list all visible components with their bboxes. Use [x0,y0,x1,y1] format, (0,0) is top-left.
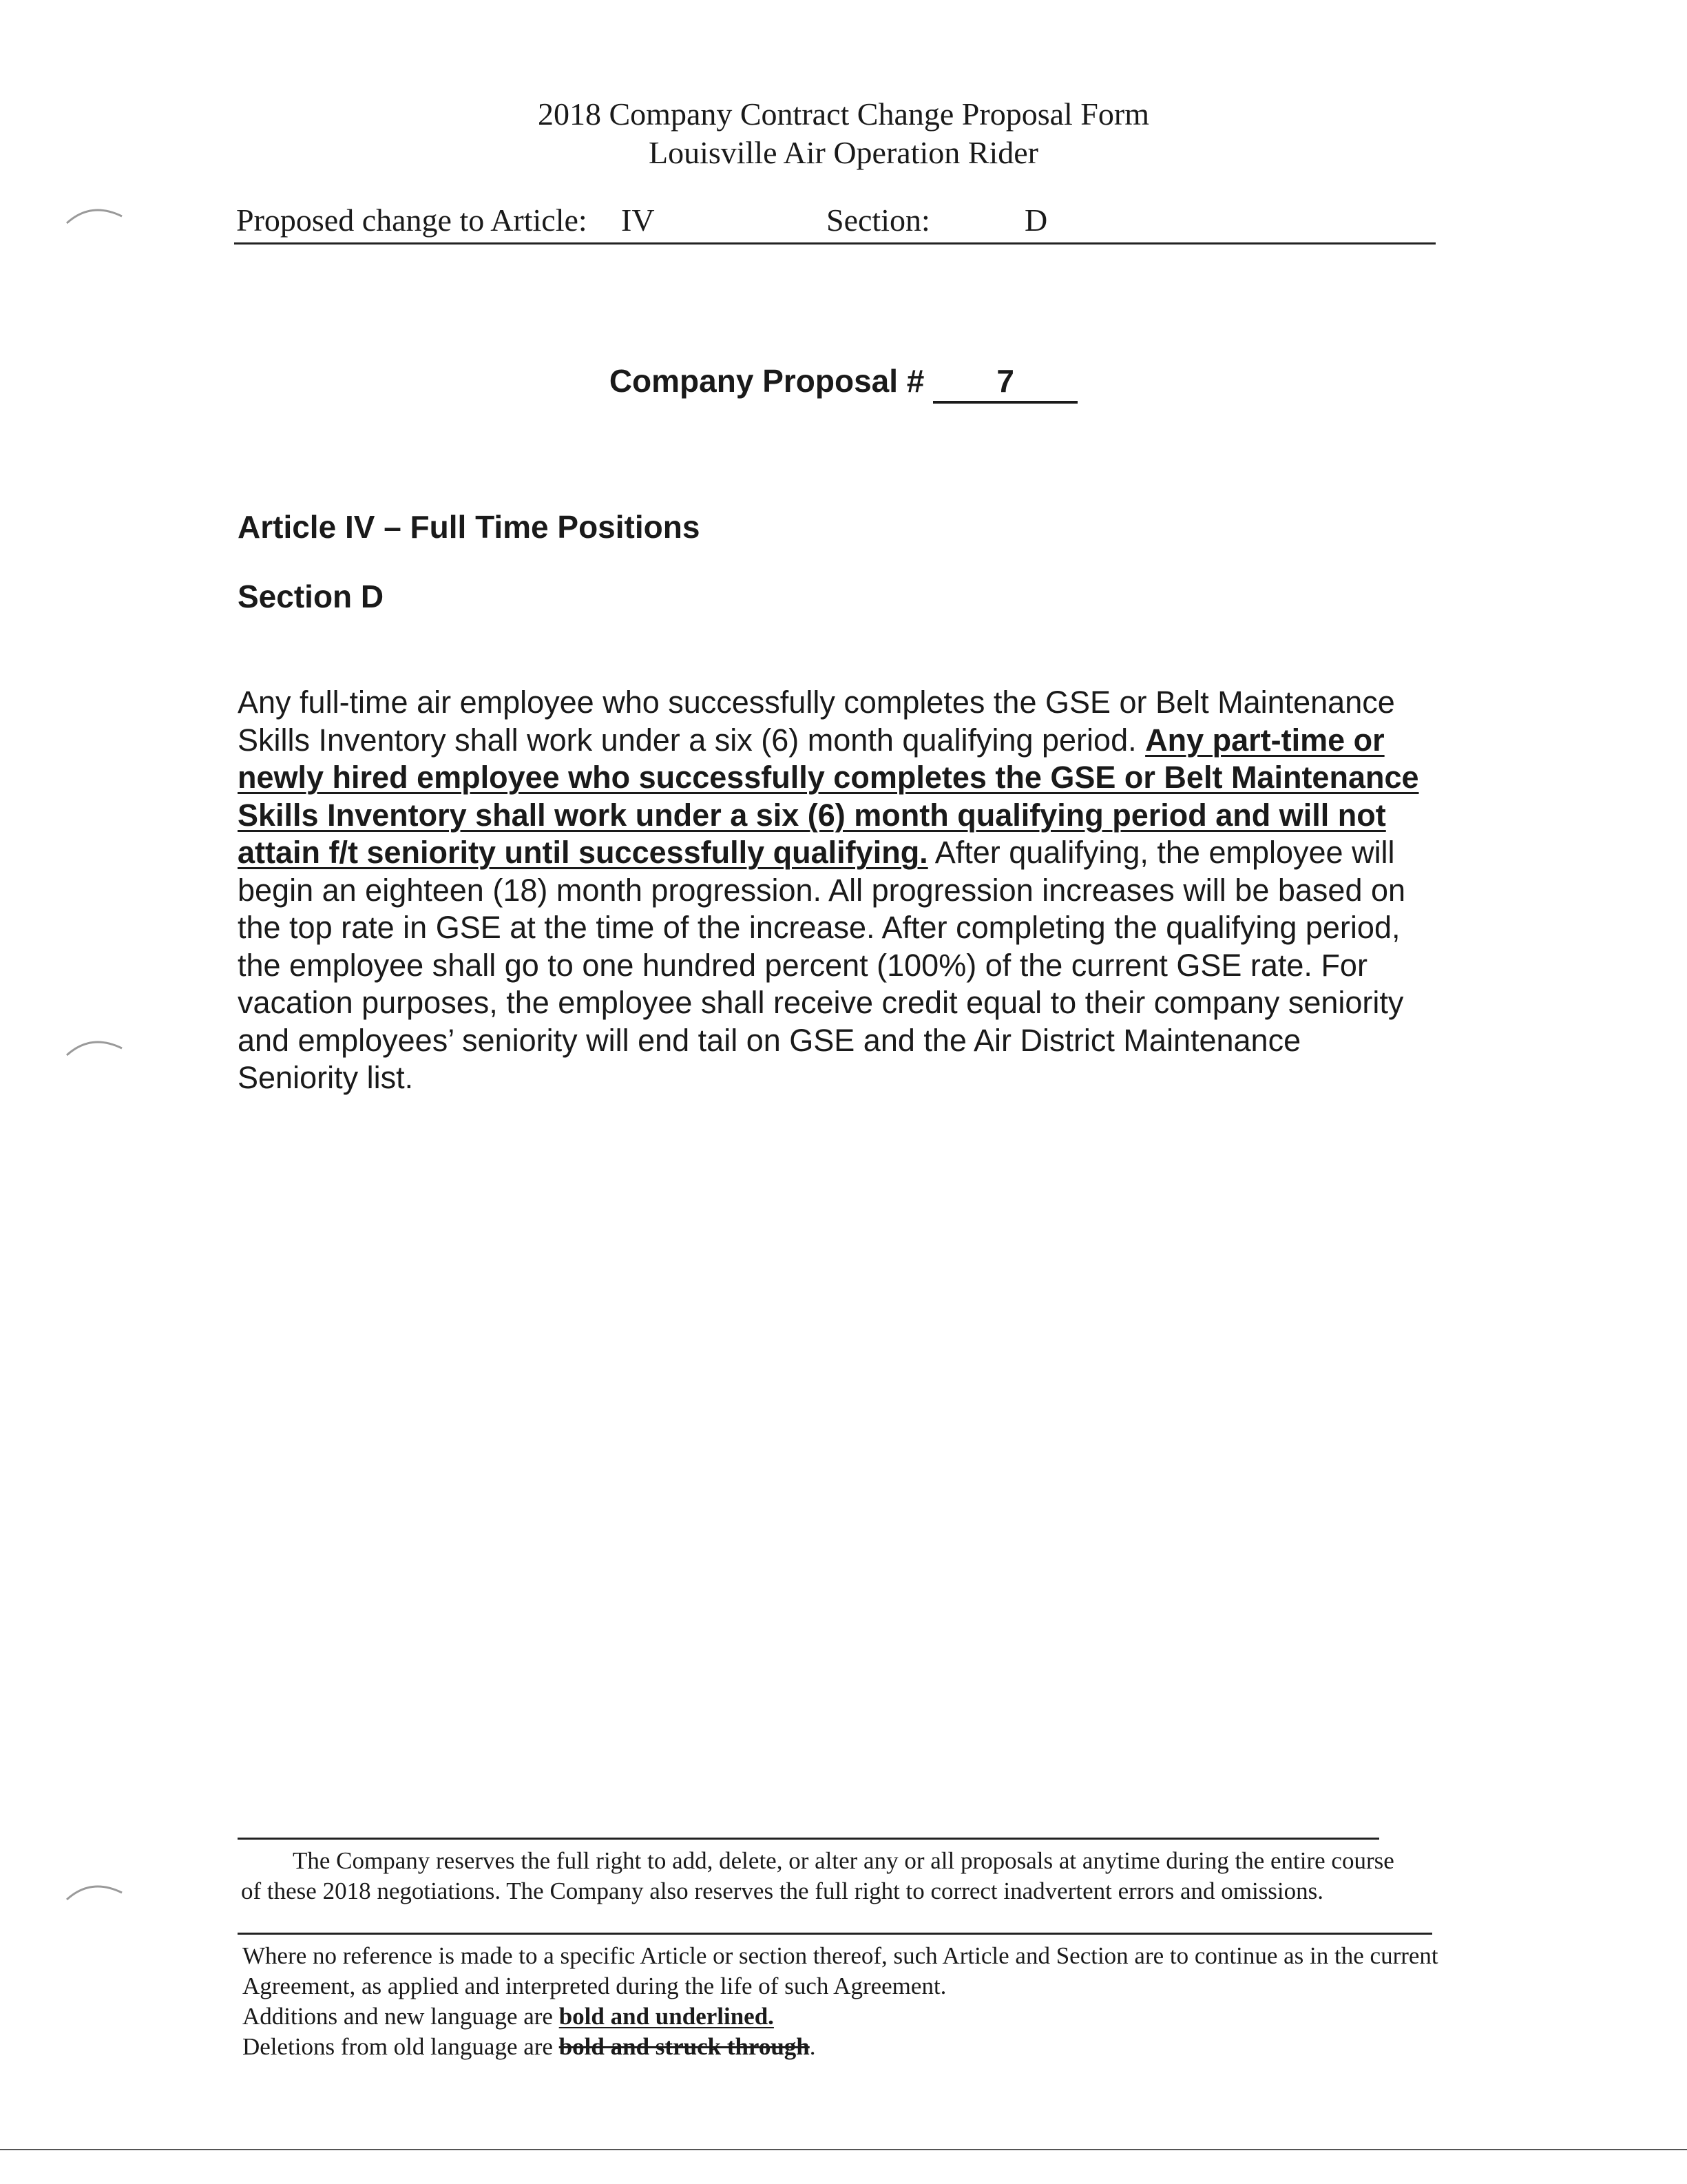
form-title-line-1: 2018 Company Contract Change Proposal Form [538,96,1149,132]
punch-mark [63,1033,125,1061]
added-language: Any part-time or newly hired employee who successfully completes the GSE or Belt Maintenance Skills Inventory shall work under a six (6) month qualifying period and will not attain f/t seniority until successfully qualifying. [238,722,1419,870]
article-label: Proposed change to Article: [236,202,587,238]
legend-notes [242,1941,1440,2062]
no-reference-text: Where no reference is made to a specific Article or section thereof, such Article and Section are to continue as in the current Agreement, as applied and interpreted during the life of such Agreement. [242,1942,1438,1999]
article-heading: Article IV – Full Time Positions [238,509,700,545]
page-bottom-edge [0,2149,1687,2150]
deletions-prefix: Deletions from old language are [242,2033,553,2060]
deletions-legend [242,2032,1440,2062]
reservation-note [241,1846,1412,1906]
punch-mark [63,201,125,229]
company-proposal [0,357,1687,405]
additions-legend [242,2001,1440,2032]
deletions-suffix: . [809,2033,816,2060]
form-title [0,95,1687,172]
article-value: IV [621,202,655,238]
reservation-text: The Company reserves the full right to add, delete, or alter any or all proposals at anytime during the entire course of these 2018 negotiations. The Company also reserves the full right to correct inadvertent errors and omissions. [241,1847,1394,1904]
body-intro: Any full-time air employee who successfully completes the GSE or Belt Maintenance Skills Inventory shall work under a six (6) month qualifying period. [238,685,1395,758]
section-paragraph [238,684,1429,1097]
footer-middle-rule [238,1933,1432,1935]
section-heading: Section D [238,579,384,614]
body-remainder: After qualifying, the employee will begin an eighteen (18) month progression. All progression increases will be based on the top rate in GSE at the time of the increase. After completing the qualifying period, the employee shall go to one hundred percent (100%) of the current GSE rate. For vacation purposes, the employee shall receive credit equal to their company seniority and employees’ seniority will end tail on GSE and the Air District Maintenance Seniority list. [238,835,1406,1095]
form-title-line-2: Louisville Air Operation Rider [649,135,1038,170]
footer-top-rule [238,1838,1379,1840]
proposal-label: Company Proposal # [609,363,925,399]
additions-example: bold and underlined. [558,2003,774,2030]
section-value: D [1025,202,1048,238]
proposal-number: 7 [933,361,1078,404]
section-label: Section: [826,202,930,238]
proposed-change-line [234,201,1436,245]
section-body [238,684,1429,1097]
additions-prefix: Additions and new language are [242,2003,553,2030]
deletions-example: bold and struck through [558,2033,810,2060]
punch-mark [63,1878,125,1905]
